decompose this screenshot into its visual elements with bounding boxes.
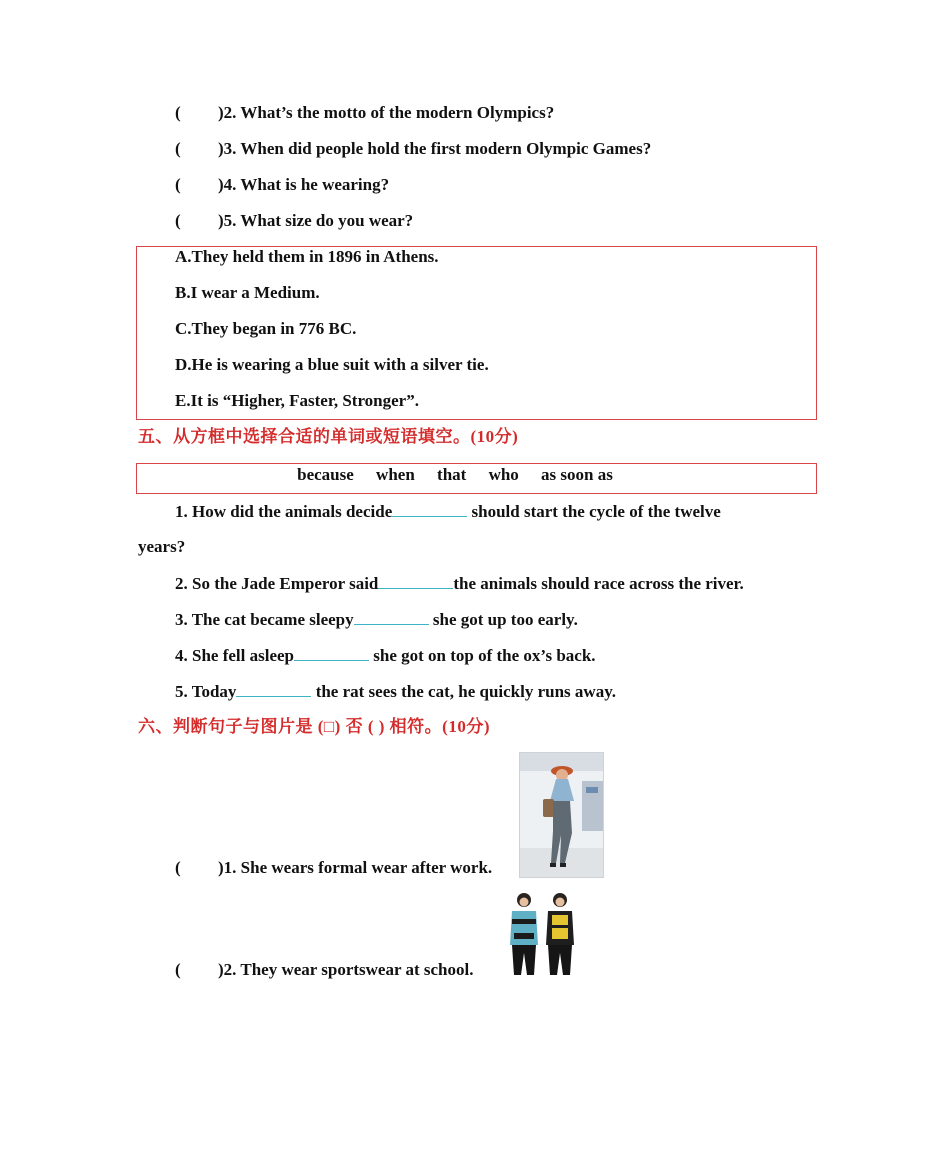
option-a: A.They held them in 1896 in Athens. bbox=[175, 247, 439, 266]
fill-item-2: 2. So the Jade Emperor said the animals should race across the river. bbox=[175, 574, 744, 593]
answer-paren[interactable]: ( bbox=[175, 103, 181, 122]
question-3: ( )3. When did people hold the first modern Olympic Games? bbox=[175, 139, 652, 158]
casual-woman-illustration bbox=[520, 753, 603, 877]
fill-item-3: 3. The cat became sleepy she got up too early. bbox=[175, 610, 578, 629]
word-that: that bbox=[437, 465, 467, 484]
question-2: ( )2. What’s the motto of the modern Olympics? bbox=[175, 103, 555, 122]
answer-paren[interactable]: ( bbox=[175, 175, 181, 194]
photo-sportswear-students bbox=[500, 889, 582, 977]
option-e: E.It is “Higher, Faster, Stronger”. bbox=[175, 391, 419, 410]
photo-casual-woman bbox=[519, 752, 604, 878]
answer-blank[interactable] bbox=[378, 572, 453, 589]
question-4: ( )4. What is he wearing? bbox=[175, 175, 390, 194]
option-d: D.He is wearing a blue suit with a silver tie. bbox=[175, 355, 489, 374]
section-6-heading: 六、判断句子与图片是 (□) 否 ( ) 相符。(10分) bbox=[138, 717, 490, 736]
answer-paren[interactable]: ( bbox=[175, 139, 181, 158]
answer-paren[interactable]: ( bbox=[175, 960, 181, 979]
answer-blank[interactable] bbox=[354, 608, 429, 625]
fill-item-4: 4. She fell asleep she got on top of the ox’s back. bbox=[175, 646, 596, 665]
judge-item-2: ( )2. They wear sportswear at school. bbox=[175, 960, 474, 979]
answer-blank[interactable] bbox=[236, 680, 311, 697]
section-5-heading: 五、从方框中选择合适的单词或短语填空。(10分) bbox=[138, 427, 519, 446]
word-bank bbox=[0, 464, 930, 486]
sportswear-students-illustration bbox=[500, 889, 582, 977]
option-b: B.I wear a Medium. bbox=[175, 283, 320, 302]
judge-item-1: ( )1. She wears formal wear after work. bbox=[175, 858, 493, 877]
fill-item-1: 1. How did the animals decide should start the cycle of the twelve bbox=[175, 502, 721, 521]
answer-paren[interactable]: ( bbox=[175, 858, 181, 877]
answer-blank[interactable] bbox=[294, 644, 369, 661]
answer-paren[interactable]: ( bbox=[175, 211, 181, 230]
word-as-soon-as: as soon as bbox=[541, 465, 613, 484]
word-when: when bbox=[376, 465, 415, 484]
question-5: ( )5. What size do you wear? bbox=[175, 211, 414, 230]
fill-item-5: 5. Today the rat sees the cat, he quickly runs away. bbox=[175, 682, 617, 701]
option-c: C.They began in 776 BC. bbox=[175, 319, 357, 338]
word-because: because bbox=[297, 465, 354, 484]
answer-blank[interactable] bbox=[392, 500, 467, 517]
word-who: who bbox=[488, 465, 519, 484]
fill-item-1-continuation: years? bbox=[138, 537, 186, 556]
